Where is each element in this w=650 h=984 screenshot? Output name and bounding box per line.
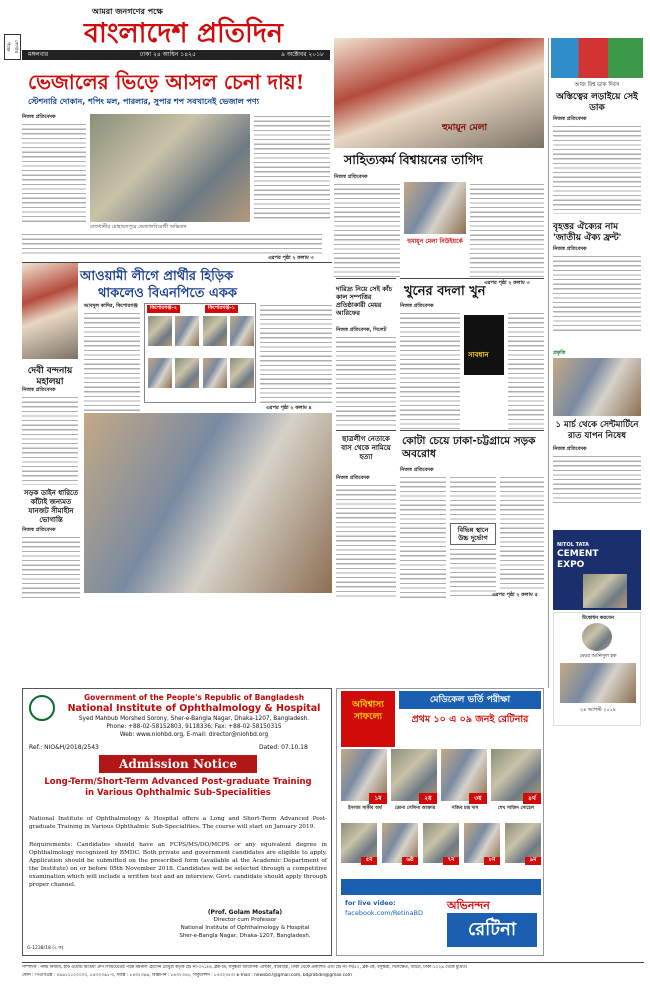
quota-headline[interactable]: কোটা চেয়ে ঢাকা-চট্টগ্রামে সড়ক অবরোধ	[402, 435, 536, 460]
daridro-byline: নিজস্ব প্রতিবেদক, সিলেট	[336, 327, 387, 333]
candidate-photo-4	[230, 316, 254, 346]
cement-expo-brand: NITOL TATA	[557, 542, 590, 548]
candidate-photo-7	[203, 358, 227, 388]
quota-text-col3	[500, 475, 544, 591]
candidates-label1: কিশোরগঞ্জ-২	[147, 305, 180, 313]
lead-text-col2	[254, 114, 330, 222]
retina-row2	[341, 823, 541, 873]
masthead-dateline	[22, 50, 330, 60]
bottom-right-ad-date: ২৪ আগস্ট ২০১৮	[579, 707, 617, 713]
candidate-photo-3	[203, 316, 227, 346]
rank-badge-9: ৯ম	[525, 857, 541, 865]
rank-badge-7: ৭ম	[443, 857, 459, 865]
admission-date: Dated: 07.10.18	[259, 744, 308, 751]
humayun-continue[interactable]: এরপর পৃষ্ঠা ২ কলাম ৩	[484, 280, 530, 286]
lead-photo	[90, 114, 250, 222]
right-story3-title[interactable]: ১ মার্চ থেকে সেন্টমার্টিনে রাত যাপন নিষেধ	[555, 420, 639, 441]
daridro-text	[336, 335, 396, 429]
cement-expo-ad[interactable]	[553, 530, 641, 610]
devi-text	[22, 395, 78, 485]
admission-address: Syed Mahbub Morshed Sorony, Sher-e-Bangla Nagar, Dhaka-1207, Bangladesh.	[78, 716, 310, 722]
retina-row1	[341, 749, 541, 819]
rank-badge-3: ৩য়	[469, 793, 487, 804]
lead-headline[interactable]: ভেজালের ভিড়ে আসল চেনা দায়!	[28, 70, 305, 94]
footer-line1: সম্পাদক : নঈম নিজাম, ইস্ট ওয়েস্ট মিডিয়া গ্রুপ লিমিটেডের পক্ষে ময়নাল হোসেন চৌধুরী কর্তৃক প্লট নং-৩৭১/এ, ব্লক-ডি, বসুন্ধরা আবাসিক এলাকা, বারিধারা, ঢাকা থেকে প্রকাশিত এবং প্লট নং-সি/৫২, ব্লক-কে, বসুন্ধরা, খিলক্ষেত, বাড্ডা, ঢাকা-১২২৯ থেকে মুদ্রিত।	[22, 965, 468, 970]
quota-text-col2b	[450, 547, 496, 599]
chhatra-text	[336, 483, 396, 599]
humayun-text-col3	[470, 182, 544, 280]
lead-story	[22, 62, 330, 262]
masthead-tagline: আমরা জনগণের পক্ষে	[92, 7, 163, 16]
awami-byline: আবদুল কাদির, কিশোরগঞ্জ	[84, 303, 138, 309]
right-ad-label: আজ বিশ্ব ডাক দিবস	[574, 82, 620, 88]
admission-web[interactable]: Web: www.niohbd.org, E-mail: director@niohbd.org	[119, 732, 269, 738]
admission-signer-title: Director cum Professor	[213, 917, 277, 923]
right-story2-text	[553, 254, 641, 332]
quota-text-col2	[450, 475, 496, 521]
quota-continue[interactable]: এরপর পৃষ্ঠা ২ কলাম ৫	[492, 592, 538, 598]
candidate-photo-6	[175, 358, 199, 388]
candidates-box	[144, 303, 256, 403]
devi-title2[interactable]: মহালয়া	[36, 377, 64, 387]
jam-title[interactable]: সড়ক ডাইন ধারিতে কাঁটাই জন্যমত যানজট সীমাহীন ভোগান্তি	[23, 489, 79, 524]
topper-name-1: ইসলাম সাকীব অর্থ	[348, 806, 382, 811]
quota-story	[400, 430, 544, 600]
chhatra-byline: নিজস্ব প্রতিবেদক	[336, 475, 370, 481]
admission-signer-inst: National Institute of Ophthalmology & Hospital	[180, 925, 310, 931]
cement-expo-photo	[583, 574, 627, 608]
right-story3-tag: প্রকৃতি	[553, 350, 566, 356]
candidate-photo-2	[175, 316, 199, 346]
admission-ref: Ref.: NIO&H/2018/2543	[29, 744, 99, 751]
murder-headline[interactable]: খুনের বদলা খুন	[404, 284, 486, 299]
admission-logo	[29, 695, 55, 721]
masthead-date-greg: ৯ অক্টোবর ২০১৮	[281, 51, 324, 58]
page-footer	[22, 962, 644, 982]
daridro-story	[336, 278, 396, 428]
retina-congrats: অভিনন্দন	[447, 899, 490, 912]
masthead-title: বাংলাদেশ প্রতিদিন	[84, 18, 283, 49]
chhatra-story	[336, 430, 396, 600]
right-story2-title[interactable]: বৃহত্তর ঐক্যের নাম 'জাতীয় ঐক্য ফ্রন্ট'	[553, 222, 622, 243]
retina-fb[interactable]: facebook.com/RetinaBD	[345, 909, 423, 917]
humayun-photo	[334, 38, 544, 148]
bottom-right-ad-truck	[560, 663, 636, 703]
right-story3-text	[553, 454, 641, 504]
admission-signer-addr: Sher-e-Bangla Nagar, Dhaka-1207, Bangladesh.	[179, 933, 311, 939]
retina-banner: মেডিকেল ভর্তি পরীক্ষা	[399, 691, 541, 709]
admission-para1: National Institute of Ophthalmology & Hospital offers a Long and Short-Term Advanced Post-graduate Training in Various Ophthalmic Sub-Specialities. The course will start on January 2019.	[29, 816, 327, 830]
candidate-photo-1	[148, 316, 172, 346]
murder-badge	[464, 315, 504, 375]
humayun-banner2: হুমায়ূন মেলা নিউইয়র্কে	[407, 238, 463, 245]
awami-continue[interactable]: এরপর পৃষ্ঠা ২ কলাম ৪	[266, 405, 312, 411]
admission-subtitle: Long-Term/Short-Term Advanced Post-graduate Training in Various Ophthalmic Sub-Specialities	[44, 777, 312, 798]
jam-photo	[84, 413, 332, 593]
murder-story	[400, 278, 544, 428]
jam-text	[22, 535, 80, 601]
humayun-headline[interactable]: সাহিত্যকর্ম বিশ্বায়নের তাগিদ	[344, 152, 483, 167]
retina-side: অবিশ্বাস্য সাফল্যে	[341, 691, 395, 747]
murder-text-col1	[400, 311, 460, 429]
admission-code: G-1238/18 (৪ ক)	[27, 946, 64, 951]
bottom-right-ad[interactable]	[553, 612, 641, 726]
humayun-story	[334, 38, 544, 286]
admission-para2: Requirements: Candidates should have an FCPS/MS/DO/MCPS or any equivalent degree in Ophthalmology recognized by BMDC. Both private and government candidates are eligible to apply. Application should be submitted on the prescribed form (available at the Academic Department of the Institute) on or before 05th November 2018. Candidates will be selected through a competitive examination which will include a written test and an interview. Govt. candidate should apply through proper channel.	[29, 842, 327, 888]
right-story3-photo	[553, 358, 641, 416]
lead-byline: নিজস্ব প্রতিবেদক	[22, 114, 56, 120]
lead-subhead: স্টেশনারি দোকান, শপিং মল, পারলার, সুপার শপ সবখানেই ভেজাল পণ্য	[28, 97, 260, 106]
humayun-byline: নিজস্ব প্রতিবেদক	[334, 174, 368, 180]
right-column	[548, 38, 644, 713]
right-story1-title[interactable]: অস্তিত্বের লড়াইয়ে সেই ডাক	[556, 92, 638, 113]
chhatra-title[interactable]: ছাত্রলীগ নেতাকে বাস থেকে নামিয়ে হত্যা	[341, 435, 391, 461]
quota-byline: নিজস্ব প্রতিবেদক	[400, 467, 434, 473]
daridro-title[interactable]: দারিদ্র্য নিয়ে সেই কাঁচ কাল সম্পত্তির প্রতিষ্ঠাকারী মেয়র আরিফের	[336, 285, 393, 317]
jam-byline: নিজস্ব প্রতিবেদক	[22, 527, 56, 533]
retina-live: for live video:	[345, 899, 396, 907]
admission-gov: Government of the People's Republic of Bangladesh	[83, 693, 305, 702]
candidate-photo-5	[148, 358, 172, 388]
masthead-ear-left: লেখার পক্ষে	[4, 34, 21, 60]
lead-continue[interactable]: এরপর পৃষ্ঠা ২ কলাম ৩	[268, 255, 314, 261]
humayun-photo-small	[404, 182, 466, 234]
rank-badge-1: ১ম	[369, 793, 387, 804]
quota-inset: বিভিন্ন স্থানে উচ্চ দুর্ভোগ	[450, 523, 496, 545]
admission-ad[interactable]	[22, 688, 332, 956]
topper-name-4: শেখ সাজিদ সোহেল	[497, 806, 535, 811]
devi-byline: নিজস্ব প্রতিবেদক	[22, 387, 56, 393]
rank-badge-5: ৫ম	[361, 857, 377, 865]
footer-line2: ফোন : পিএবিএক্স : ০৯৬১২১২০০০০, ৮৪৩২৩৬১-৩, ফ্যাক্স : ৮৪৩২৩৪৬, বিজ্ঞাপন : ৮৪৩২৩৫৫, সার্কুলেশন : ৮৪৩২৩৫৩। E-mail : newsbd7@gmail.com, bdpratidin@gmail.com	[22, 973, 352, 978]
retina-headline: প্রথম ১০ এ ০৯ জনই রেটিনার	[411, 714, 529, 725]
admission-phone: Phone: +88-02-58152803, 9118336; Fax: +88-02-58150315	[106, 724, 282, 730]
rank-badge-6: ৬ষ্ঠ	[402, 857, 418, 865]
right-story1-byline: নিজস্ব প্রতিবেদক	[553, 116, 587, 122]
awami-text-col1	[84, 311, 140, 411]
retina-ad[interactable]	[336, 688, 544, 956]
admission-institute: National Institute of Ophthalmology & Hospital	[67, 703, 321, 714]
awami-headline2[interactable]: থাকলেও বিএনপিতে একক	[98, 286, 238, 301]
retina-footer-bar	[341, 879, 541, 895]
right-story2-byline: নিজস্ব প্রতিবেদক	[553, 246, 587, 252]
lead-text-bottom	[22, 232, 322, 254]
awami-text-col3	[260, 303, 332, 403]
murder-badge-text: সাবধান	[468, 351, 489, 359]
admission-signer: (Prof. Golam Mostafa)	[207, 909, 283, 916]
cement-expo-title1: CEMENT	[557, 549, 599, 559]
devi-title1[interactable]: দেবী বন্দনায়	[27, 366, 73, 376]
masthead-date-bn: ঢাকা ২৪ আশ্বিন ১৪২৫	[140, 51, 196, 58]
rank-badge-8: ৮ম	[484, 857, 500, 865]
cement-expo-title2: EXPO	[557, 560, 585, 570]
lead-photo-caption: রাজধানীর মোহাম্মদপুরে ভেজালবিরোধী অভিযান	[90, 224, 187, 230]
quota-text-col1	[400, 475, 446, 599]
right-story1-text	[553, 124, 641, 214]
humayun-text-col1	[334, 182, 400, 280]
lead-text-col1	[22, 122, 86, 224]
topper-name-3: সজিব চন্দ্র দাস	[451, 806, 479, 811]
humayun-banner-text: হুমায়ূন মেলা	[442, 123, 488, 133]
retina-brand: রেটিনা	[447, 913, 537, 947]
rank-badge-2: ২য়	[419, 793, 437, 804]
right-ad-mailboxes	[551, 38, 643, 78]
rank-badge-4: ৪র্থ	[523, 793, 541, 804]
masthead-day: মঙ্গলবার	[28, 51, 49, 58]
awami-story	[22, 262, 332, 602]
murder-byline: নিজস্ব প্রতিবেদক	[400, 303, 434, 309]
candidates-label2: কিশোরগঞ্জ-১	[205, 305, 238, 313]
murder-text-col2	[508, 311, 544, 429]
devi-photo	[22, 263, 78, 359]
candidate-photo-8	[230, 358, 254, 388]
admission-title: Admission Notice	[99, 755, 257, 773]
bottom-right-ad-line1: উদ্বোধন করবেন	[582, 615, 614, 621]
right-story3-byline: নিজস্ব প্রতিবেদক	[553, 446, 587, 452]
bottom-right-ad-line2: মেয়র আনিসুল হক	[579, 653, 617, 659]
awami-headline1[interactable]: আওয়ামী লীগে প্রার্থীর হিড়িক	[80, 269, 234, 284]
topper-name-2: ডোনা সেলিনা আক্তার	[394, 806, 436, 811]
bottom-right-ad-photo	[582, 623, 612, 651]
